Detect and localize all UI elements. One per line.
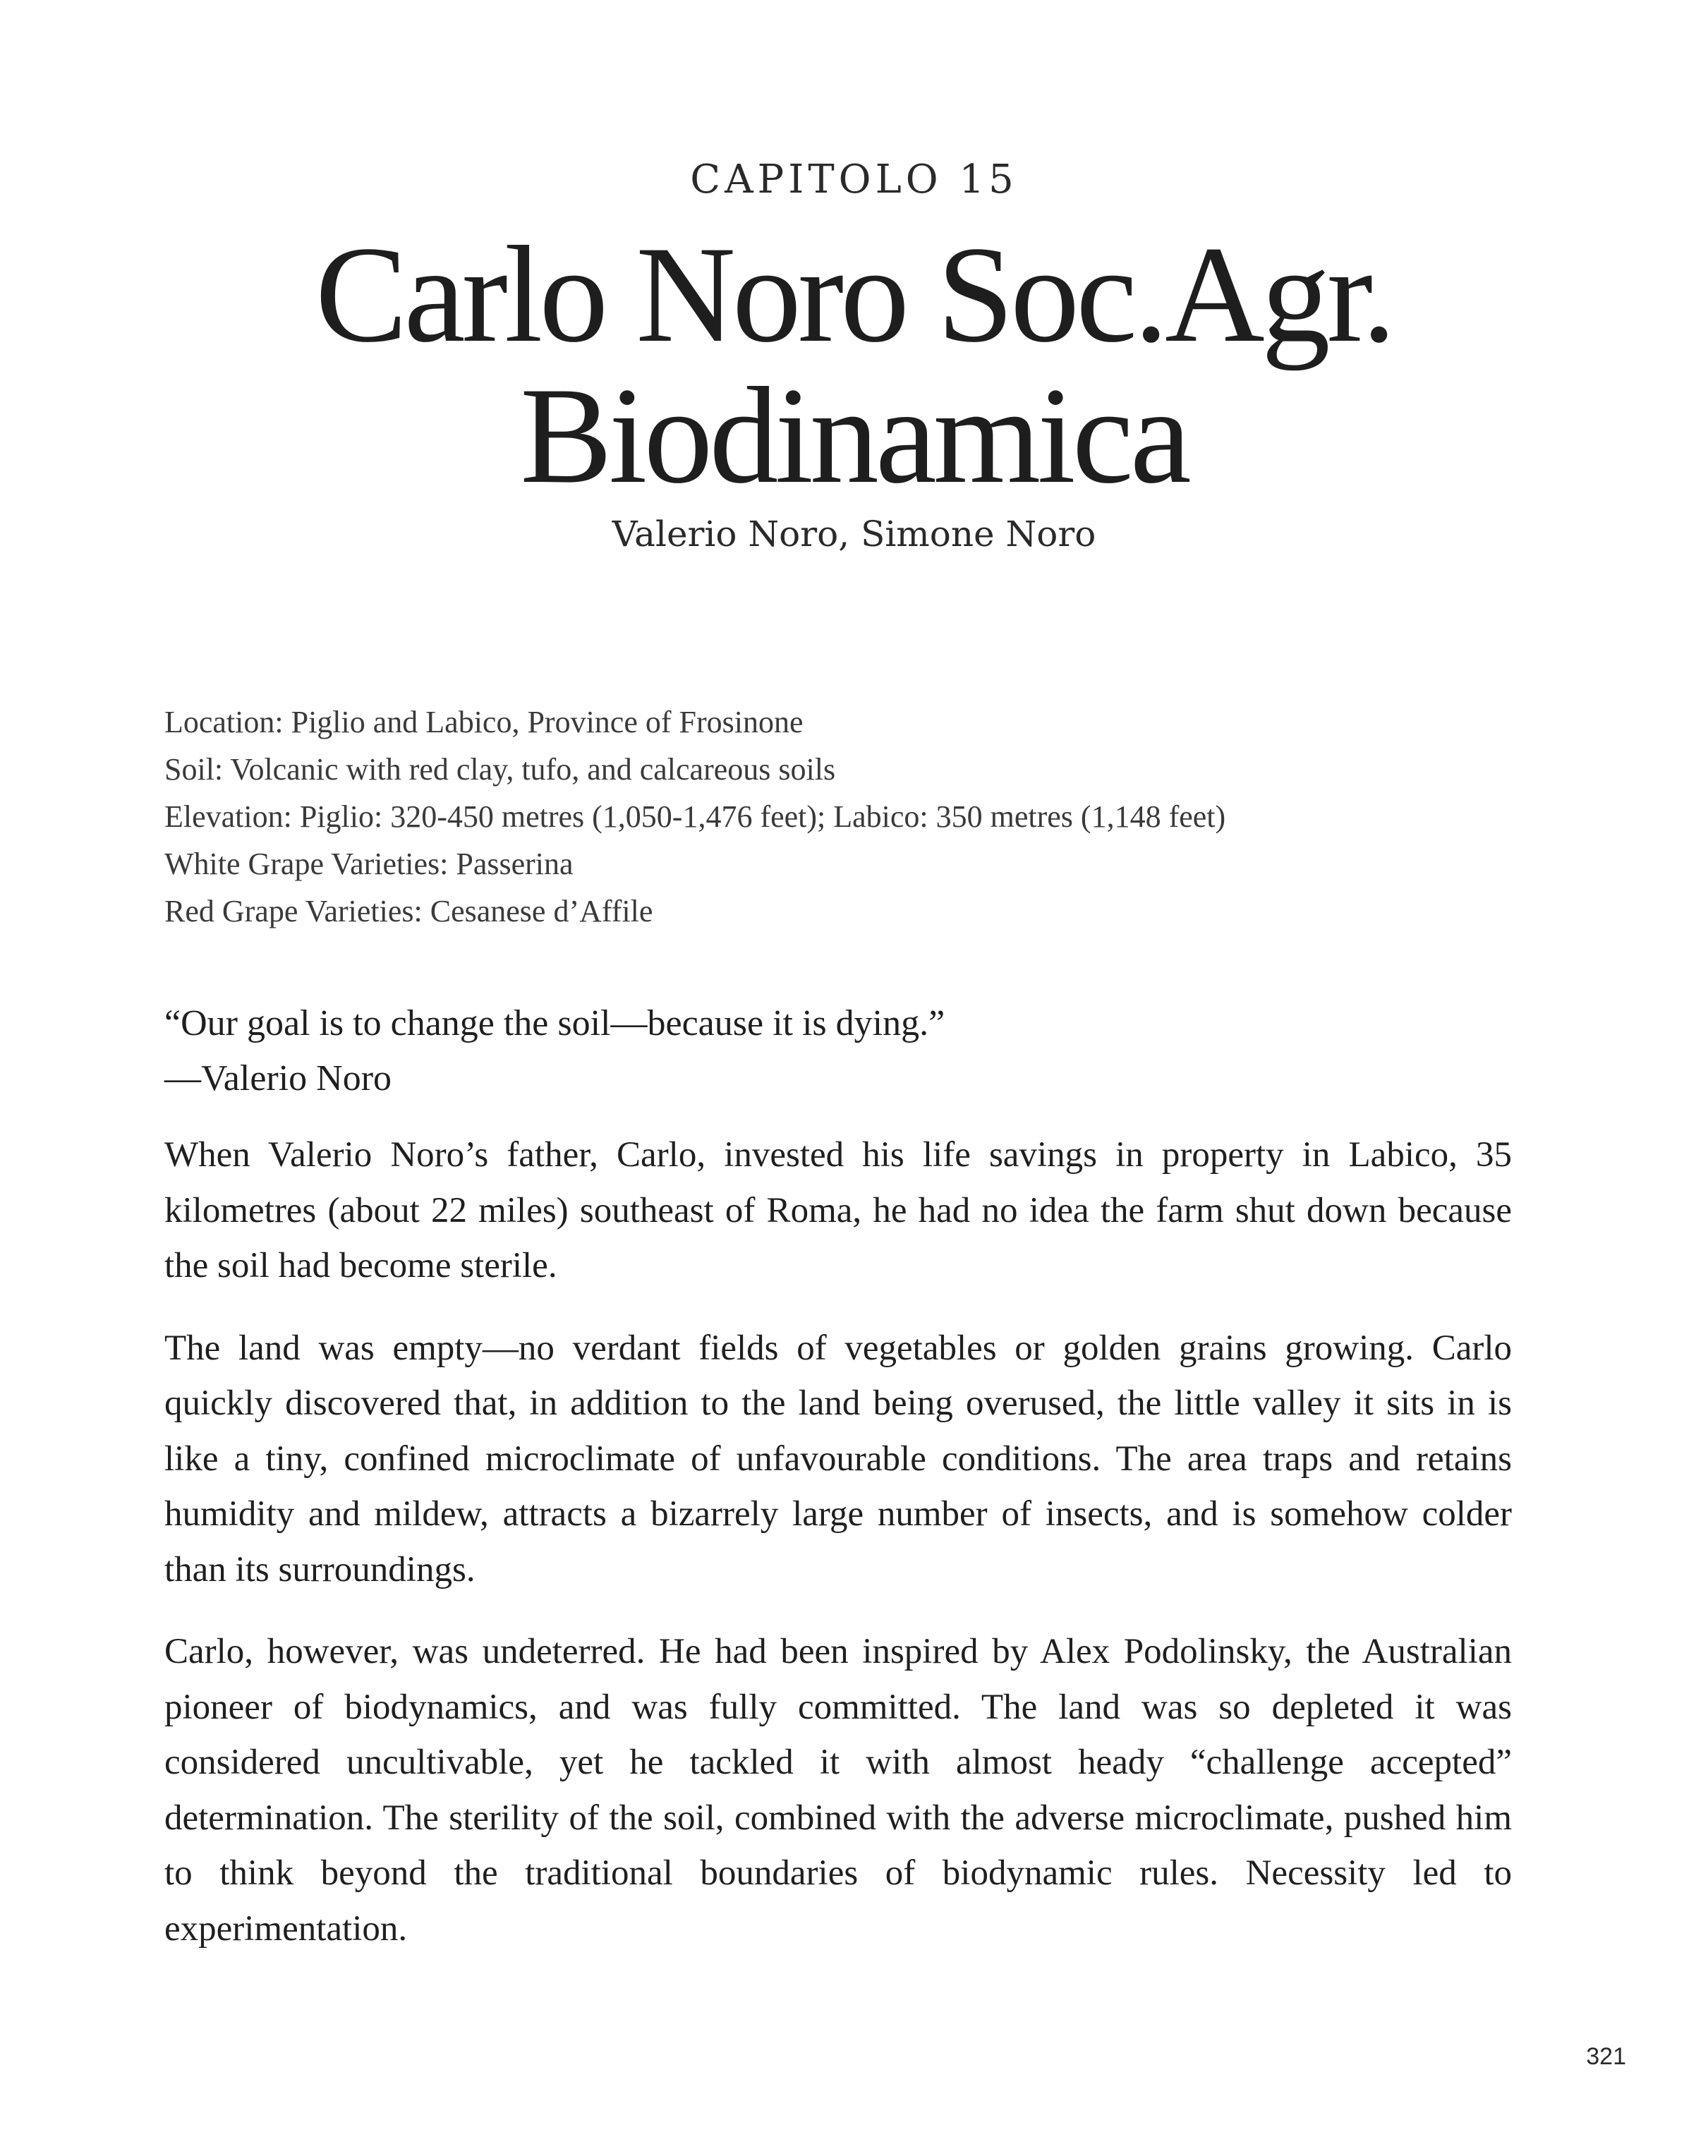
body-text [164, 1127, 1512, 1983]
fact-white-grapes: White Grape Varieties: Passerina [164, 847, 574, 881]
quote-text: “Our goal is to change the soil—because it is dying.” [164, 1003, 945, 1043]
fact-elevation: Elevation: Piglio: 320-450 metres (1,050-1,476 feet); Labico: 350 metres (1,148 feet) [164, 799, 1226, 834]
chapter-title [0, 218, 1708, 512]
fact-red-grapes: Red Grape Varieties: Cesanese d’Affile [164, 894, 653, 928]
chapter-title-line-2: Biodinamica [520, 359, 1188, 512]
fact-location: Location: Piglio and Labico, Province of Frosinone [164, 705, 804, 739]
page-number: 321 [1586, 2043, 1626, 2070]
quote-attribution: —Valerio Noro [164, 1058, 392, 1098]
chapter-title-line-1: Carlo Noro Soc.Agr. [315, 218, 1393, 371]
epigraph-quote [164, 996, 1561, 1106]
chapter-label: CAPITOLO 15 [690, 157, 1018, 202]
paragraph: The land was empty—no verdant fields of vegetables or golden grains growing. Carlo quickly discovered that, in addition to the land being overused, the little valley it sits in is like a tiny, confined microclimate of unfavourable conditions. The area traps and retains humidity and mildew, attracts a bizarrely large number of insects, and is somehow colder than its surroundings. [164, 1328, 1512, 1589]
paragraph: When Valerio Noro’s father, Carlo, invested his life savings in property in Labico, 35 kilometres (about 22 miles) southeast of Roma, he had no idea the farm shut down because the soil had become sterile. [164, 1135, 1512, 1285]
chapter-authors: Valerio Noro, Simone Noro [612, 514, 1096, 555]
fact-soil: Soil: Volcanic with red clay, tufo, and calcareous soils [164, 752, 836, 787]
winery-facts [164, 698, 1561, 935]
paragraph: Carlo, however, was undeterred. He had been inspired by Alex Podolinsky, the Australian pioneer of biodynamics, and was fully committed. The land was so depleted it was considered uncultivable, yet he tackled it with almost heady “challenge accepted” determination. The sterility of the soil, combined with the adverse microclimate, pushed him to think beyond the traditional boundaries of biodynamic rules. Necessity led to experimentation. [164, 1632, 1512, 1949]
